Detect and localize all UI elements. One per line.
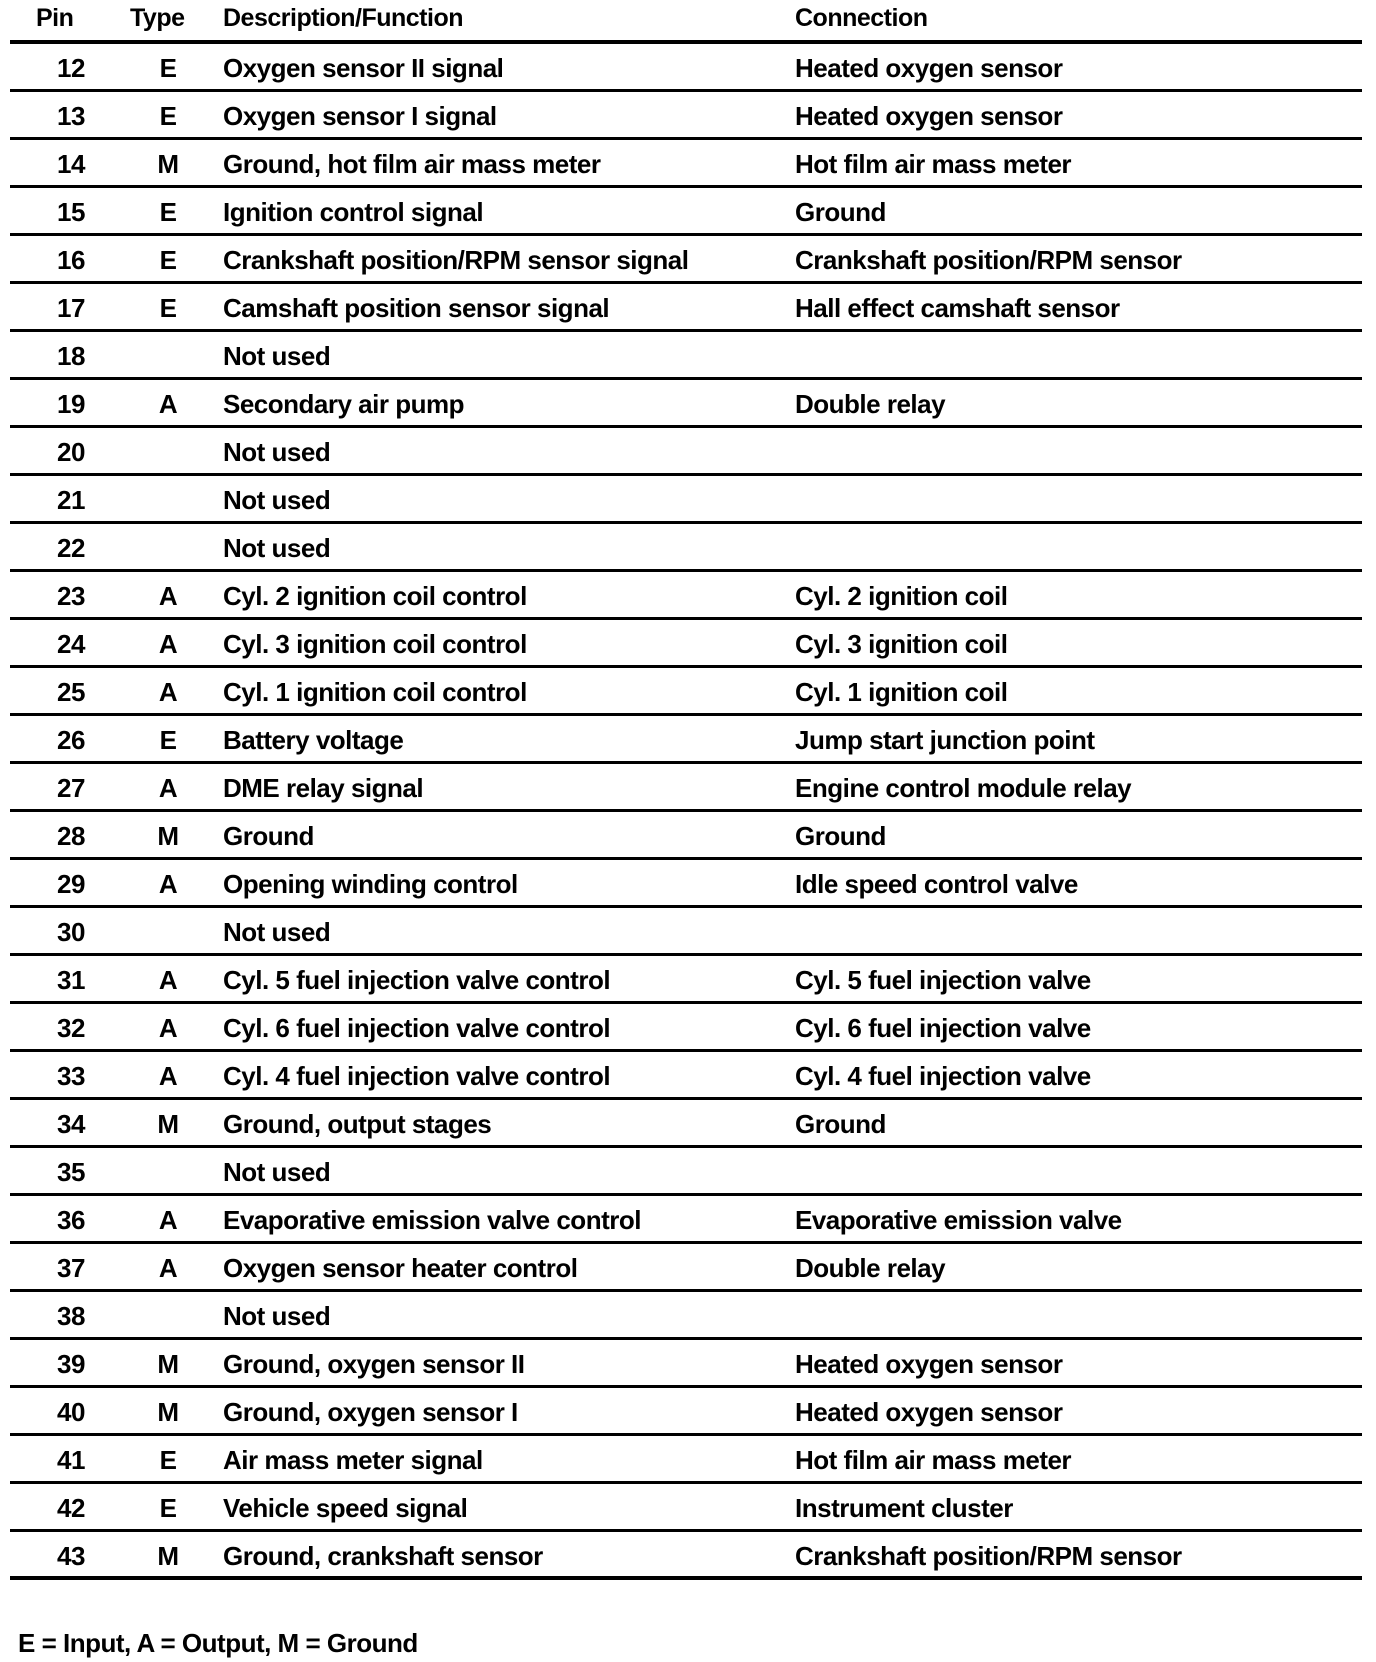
row-connection: Cyl. 3 ignition coil (795, 629, 1008, 659)
row-pin: 13 (57, 101, 85, 131)
row-connection: Cyl. 1 ignition coil (795, 677, 1008, 707)
row-pin: 14 (57, 149, 85, 179)
row-connection: Heated oxygen sensor (795, 101, 1063, 131)
table-row (10, 908, 1362, 956)
row-connection: Heated oxygen sensor (795, 1349, 1063, 1379)
row-pin: 16 (57, 245, 85, 275)
row-type: E (159, 245, 177, 275)
row-pin: 38 (57, 1301, 85, 1331)
row-type: A (158, 677, 178, 707)
row-type: E (159, 293, 177, 323)
table-row (10, 428, 1362, 476)
row-description: Cyl. 4 fuel injection valve control (223, 1061, 611, 1091)
row-description: Not used (223, 1301, 331, 1331)
row-description: Secondary air pump (223, 389, 464, 419)
row-description: Not used (223, 341, 331, 371)
header-description: Description/Function (223, 4, 463, 32)
row-description: Oxygen sensor I signal (223, 101, 497, 131)
row-pin: 12 (57, 53, 85, 83)
row-description: Cyl. 2 ignition coil control (223, 581, 527, 611)
table-row (10, 332, 1362, 380)
table-row (10, 188, 1362, 236)
row-description: Camshaft position sensor signal (223, 293, 610, 323)
row-pin: 37 (57, 1253, 85, 1283)
row-pin: 34 (57, 1109, 85, 1139)
row-connection: Cyl. 4 fuel injection valve (795, 1061, 1091, 1091)
table-row (10, 812, 1362, 860)
table-row (10, 860, 1362, 908)
row-connection: Instrument cluster (795, 1493, 1013, 1523)
table-header (10, 0, 1362, 44)
row-type: M (157, 821, 179, 851)
row-description: Ground, output stages (223, 1109, 492, 1139)
row-type: E (159, 101, 177, 131)
row-pin: 22 (57, 533, 85, 563)
row-pin: 23 (57, 581, 85, 611)
row-description: Cyl. 1 ignition coil control (223, 677, 527, 707)
table-body (10, 44, 1362, 1580)
row-description: Air mass meter signal (223, 1445, 483, 1475)
row-description: Not used (223, 1157, 331, 1187)
row-description: Cyl. 6 fuel injection valve control (223, 1013, 611, 1043)
row-description: Oxygen sensor II signal (223, 53, 504, 83)
row-connection: Cyl. 2 ignition coil (795, 581, 1008, 611)
row-description: DME relay signal (223, 773, 424, 803)
row-description: Opening winding control (223, 869, 518, 899)
table-row (10, 956, 1362, 1004)
table-row (10, 524, 1362, 572)
row-connection: Ground (795, 197, 886, 227)
row-description: Ignition control signal (223, 197, 484, 227)
row-type: E (159, 53, 177, 83)
row-connection: Crankshaft position/RPM sensor (795, 1541, 1182, 1571)
header-type: Type (130, 4, 185, 32)
table-row (10, 476, 1362, 524)
row-type: E (159, 197, 177, 227)
row-type: M (157, 1541, 179, 1571)
table-row (10, 1340, 1362, 1388)
row-description: Not used (223, 485, 331, 515)
table-row (10, 1052, 1362, 1100)
row-pin: 18 (57, 341, 85, 371)
row-connection: Hall effect camshaft sensor (795, 293, 1120, 323)
row-description: Not used (223, 437, 331, 467)
table-row (10, 572, 1362, 620)
row-description: Cyl. 3 ignition coil control (223, 629, 527, 659)
row-description: Battery voltage (223, 725, 404, 755)
table-row (10, 668, 1362, 716)
row-pin: 24 (57, 629, 85, 659)
table-row (10, 380, 1362, 428)
table-row (10, 1388, 1362, 1436)
row-pin: 30 (57, 917, 85, 947)
row-pin: 26 (57, 725, 85, 755)
row-pin: 35 (57, 1157, 85, 1187)
row-pin: 25 (57, 677, 85, 707)
row-type: A (158, 1013, 178, 1043)
type-legend: E = Input, A = Output, M = Ground (18, 1628, 418, 1658)
row-description: Evaporative emission valve control (223, 1205, 641, 1235)
row-pin: 32 (57, 1013, 85, 1043)
row-type: A (158, 389, 178, 419)
row-description: Ground, oxygen sensor I (223, 1397, 518, 1427)
row-type: A (158, 965, 178, 995)
row-connection: Heated oxygen sensor (795, 1397, 1063, 1427)
table-row (10, 236, 1362, 284)
row-connection: Heated oxygen sensor (795, 53, 1063, 83)
row-type: A (158, 773, 178, 803)
row-type: M (157, 1109, 179, 1139)
header-connection: Connection (795, 4, 928, 32)
row-connection: Crankshaft position/RPM sensor (795, 245, 1182, 275)
row-description: Ground (223, 821, 314, 851)
row-connection: Double relay (795, 1253, 946, 1283)
row-pin: 33 (57, 1061, 85, 1091)
table-row (10, 1196, 1362, 1244)
row-connection: Jump start junction point (795, 725, 1095, 755)
row-type: M (157, 1397, 179, 1427)
table-row (10, 140, 1362, 188)
table-row (10, 1244, 1362, 1292)
table-row (10, 92, 1362, 140)
row-type: E (159, 1445, 177, 1475)
row-type: A (158, 1253, 178, 1283)
row-description: Vehicle speed signal (223, 1493, 468, 1523)
row-connection: Evaporative emission valve (795, 1205, 1122, 1235)
row-connection: Idle speed control valve (795, 869, 1078, 899)
table-row (10, 1292, 1362, 1340)
row-connection: Hot film air mass meter (795, 149, 1072, 179)
row-type: A (158, 1205, 178, 1235)
row-pin: 17 (57, 293, 85, 323)
row-type: A (158, 629, 178, 659)
row-pin: 15 (57, 197, 85, 227)
table-row (10, 620, 1362, 668)
row-type: A (158, 1061, 178, 1091)
table-row (10, 764, 1362, 812)
table-row (10, 284, 1362, 332)
row-pin: 21 (57, 485, 85, 515)
row-description: Not used (223, 533, 331, 563)
row-pin: 43 (57, 1541, 85, 1571)
row-type: A (158, 869, 178, 899)
table-row (10, 716, 1362, 764)
row-type: E (159, 1493, 177, 1523)
row-connection: Cyl. 6 fuel injection valve (795, 1013, 1091, 1043)
row-description: Ground, oxygen sensor II (223, 1349, 525, 1379)
row-pin: 40 (57, 1397, 85, 1427)
table-row (10, 1148, 1362, 1196)
row-pin: 28 (57, 821, 85, 851)
row-pin: 42 (57, 1493, 85, 1523)
row-connection: Ground (795, 821, 886, 851)
table-row (10, 1532, 1362, 1580)
row-type: M (157, 149, 179, 179)
row-type: E (159, 725, 177, 755)
row-pin: 20 (57, 437, 85, 467)
row-pin: 36 (57, 1205, 85, 1235)
row-description: Cyl. 5 fuel injection valve control (223, 965, 611, 995)
row-description: Not used (223, 917, 331, 947)
table-row (10, 1100, 1362, 1148)
row-connection: Hot film air mass meter (795, 1445, 1072, 1475)
row-connection: Engine control module relay (795, 773, 1132, 803)
row-description: Ground, hot film air mass meter (223, 149, 601, 179)
header-pin: Pin (36, 4, 74, 32)
table-row (10, 44, 1362, 92)
row-description: Oxygen sensor heater control (223, 1253, 578, 1283)
table-row (10, 1484, 1362, 1532)
row-description: Crankshaft position/RPM sensor signal (223, 245, 689, 275)
table-row (10, 1004, 1362, 1052)
row-type: A (158, 581, 178, 611)
table-row (10, 1436, 1362, 1484)
row-connection: Cyl. 5 fuel injection valve (795, 965, 1091, 995)
row-pin: 31 (57, 965, 85, 995)
row-pin: 19 (57, 389, 85, 419)
row-description: Ground, crankshaft sensor (223, 1541, 543, 1571)
row-pin: 41 (57, 1445, 85, 1475)
row-pin: 39 (57, 1349, 85, 1379)
row-connection: Double relay (795, 389, 946, 419)
row-pin: 27 (57, 773, 85, 803)
row-pin: 29 (57, 869, 85, 899)
row-type: M (157, 1349, 179, 1379)
row-connection: Ground (795, 1109, 886, 1139)
